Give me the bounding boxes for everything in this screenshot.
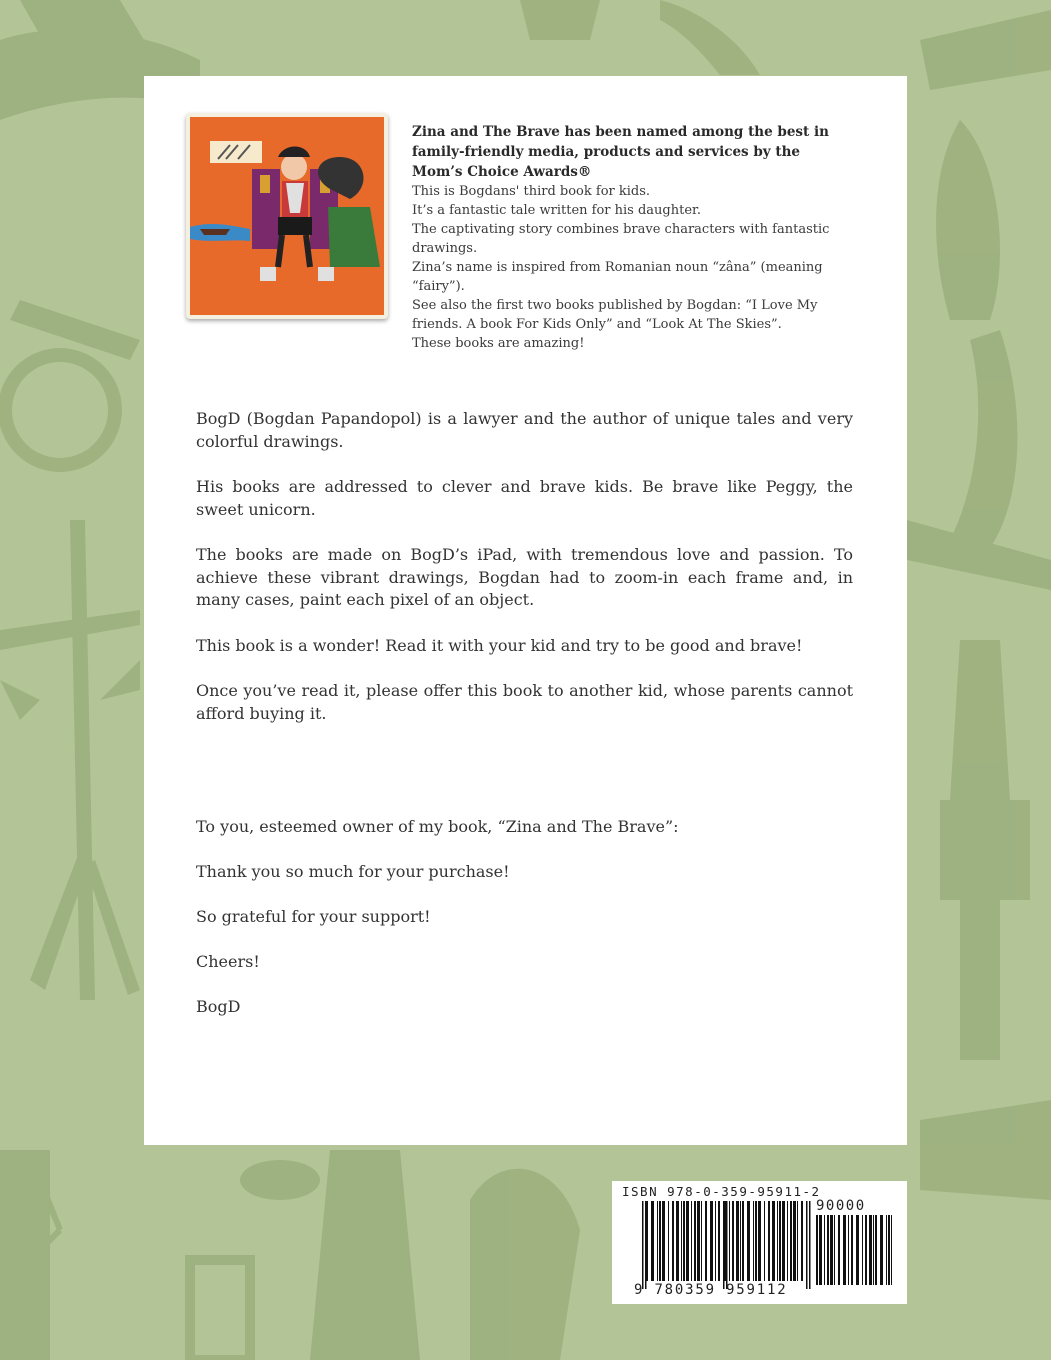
barcode-bar — [768, 1201, 770, 1281]
barcode-bar — [834, 1215, 835, 1285]
blurb-line: It’s a fantastic tale written for his daughter. — [412, 203, 701, 218]
barcode-bar — [797, 1201, 798, 1281]
ean-digits: 9 780359 959112 — [634, 1282, 788, 1298]
award-blurb — [412, 122, 852, 353]
barcode-bar — [742, 1201, 744, 1281]
barcode-guard-bar — [642, 1201, 644, 1289]
barcode-bar — [715, 1201, 716, 1281]
barcode-guard-bar — [726, 1201, 728, 1289]
barcode-bar — [681, 1201, 682, 1281]
barcode-bar — [764, 1201, 765, 1281]
barcode-bar — [697, 1201, 700, 1281]
barcode-bar — [777, 1201, 778, 1281]
barcode-bar — [848, 1215, 849, 1285]
barcode-bar — [793, 1201, 796, 1281]
barcode-bar — [732, 1201, 734, 1281]
barcode-bar — [676, 1201, 679, 1281]
body-paragraph: BogD (Bogdan Papandopol) is a lawyer and the author of unique tales and very colorful drawings. — [196, 409, 853, 451]
barcode-bar — [843, 1215, 846, 1285]
barcode-bar — [819, 1215, 822, 1285]
barcode-bar — [729, 1201, 730, 1281]
blurb-line: Zina’s name is inspired from Romanian noun “zâna” (meaning “fairy”). — [412, 260, 823, 294]
barcode-bar — [838, 1215, 840, 1285]
barcode-bar — [753, 1201, 754, 1281]
barcode-bar — [686, 1201, 689, 1281]
barcode-bar — [816, 1215, 818, 1285]
barcode-bar — [758, 1201, 761, 1281]
barcode-guard-bar — [809, 1201, 811, 1289]
barcode-bar — [787, 1201, 788, 1281]
barcode-bar — [718, 1201, 720, 1281]
barcode-bar — [801, 1201, 803, 1281]
barcode-bar — [869, 1215, 872, 1285]
isbn-label: ISBN 978-0-359-95911-2 — [622, 1184, 821, 1199]
barcode-guard-bar — [645, 1201, 647, 1289]
barcode-bar — [705, 1201, 707, 1281]
barcode-bar — [827, 1215, 829, 1285]
barcode-bar — [747, 1201, 750, 1281]
barcode-bar — [790, 1201, 792, 1281]
book-cover-thumbnail — [186, 113, 388, 319]
barcode-bar — [865, 1215, 867, 1285]
author-description — [196, 408, 853, 748]
barcode-bar — [880, 1215, 883, 1285]
closing-line: To you, esteemed owner of my book, “Zina and The Brave”: — [196, 817, 679, 836]
barcode-bar — [830, 1215, 833, 1285]
barcode-bar — [779, 1201, 781, 1281]
author-signature: BogD — [196, 997, 241, 1016]
barcode-bar — [657, 1201, 658, 1281]
barcode-bar — [701, 1201, 702, 1281]
barcode-bar — [694, 1201, 696, 1281]
blurb-line: This is Bogdans' third book for kids. — [412, 184, 651, 199]
barcode-bar — [651, 1201, 654, 1281]
closing-line: Cheers! — [196, 952, 260, 971]
price-code: 90000 — [816, 1198, 866, 1214]
isbn-barcode — [612, 1181, 907, 1304]
barcode-guard-bar — [723, 1201, 725, 1289]
barcode-guard-bar — [806, 1201, 808, 1289]
barcode-bar — [683, 1201, 685, 1281]
body-paragraph: The books are made on BogD’s iPad, with tremendous love and passion. To achieve these vibrant drawings, Bogdan had to zoom-in each frame and, in many cases, paint each pixel of an object. — [196, 545, 853, 609]
barcode-bar — [710, 1201, 713, 1281]
closing-line: Thank you so much for your purchase! — [196, 862, 510, 881]
blurb-line: The captivating story combines brave characters with fantastic drawings. — [412, 222, 830, 256]
barcode-bar — [672, 1201, 674, 1281]
barcode-bar — [740, 1201, 741, 1281]
body-paragraph: His books are addressed to clever and brave kids. Be brave like Peggy, the sweet unicorn. — [196, 477, 853, 519]
barcode-bar — [662, 1201, 665, 1281]
body-paragraph: Once you’ve read it, please offer this book to another kid, whose parents cannot afford buying it. — [196, 681, 853, 723]
barcode-bar — [736, 1201, 739, 1281]
barcode-bar — [886, 1215, 887, 1285]
barcode-bar — [873, 1215, 874, 1285]
barcode-bar — [891, 1215, 892, 1285]
barcode-bar — [875, 1215, 877, 1285]
cover-illustration — [190, 117, 384, 315]
barcode-bar — [668, 1201, 669, 1281]
barcode-bar — [772, 1201, 775, 1281]
closing-letter — [196, 816, 853, 1041]
body-paragraph: This book is a wonder! Read it with your kid and try to be good and brave! — [196, 635, 803, 655]
closing-line: So grateful for your support! — [196, 907, 431, 926]
award-headline: Zina and The Brave has been named among the best in family-friendly media, products and services by the Mom’s Choice Awards® — [412, 124, 829, 180]
barcode-bar — [862, 1215, 863, 1285]
barcode-bar — [755, 1201, 757, 1281]
barcode-bar — [851, 1215, 853, 1285]
blurb-line: See also the first two books published by Bogdan: “I Love My friends. A book For Kids Only” and “Look At The Skies”. — [412, 298, 818, 332]
barcode-bar — [824, 1215, 825, 1285]
barcode-bar — [659, 1201, 661, 1281]
barcode-bar — [691, 1201, 692, 1281]
barcode-bar — [888, 1215, 890, 1285]
barcode-bar — [856, 1215, 859, 1285]
blurb-line: These books are amazing! — [412, 336, 585, 351]
barcode-bar — [782, 1201, 785, 1281]
